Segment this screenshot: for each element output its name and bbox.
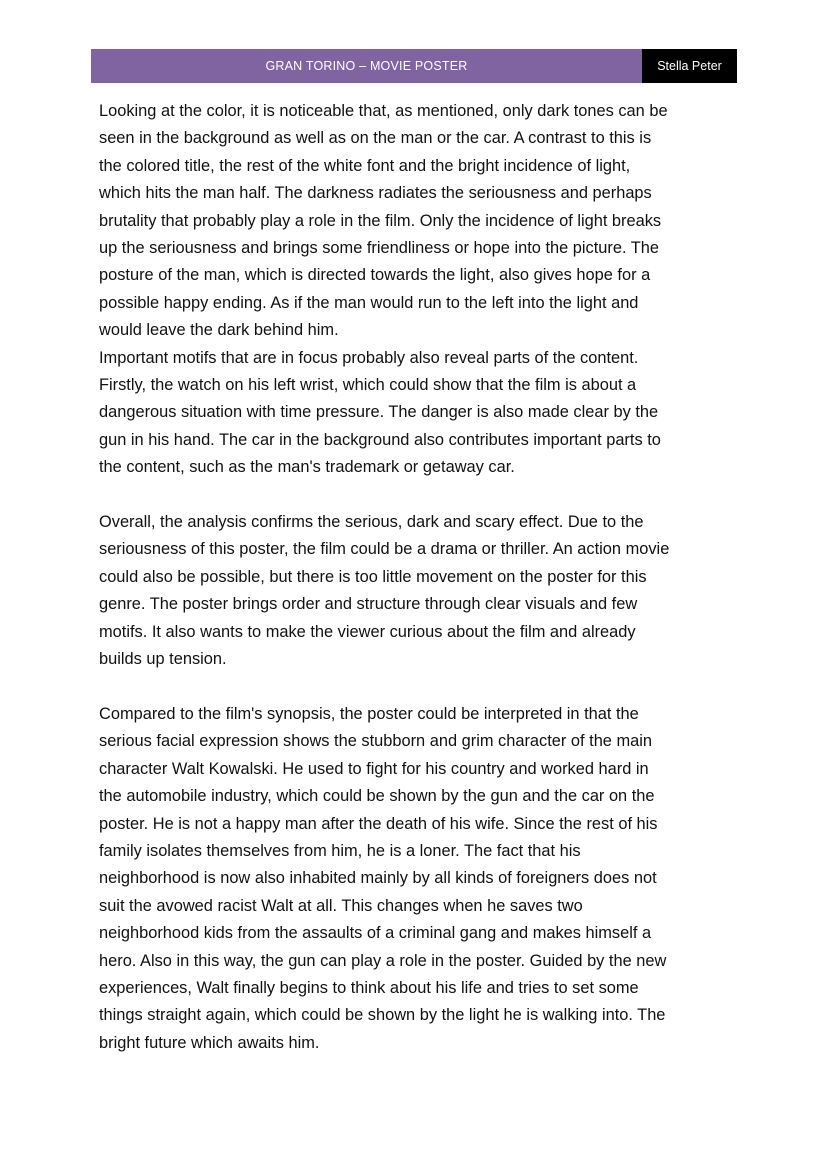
paragraph-spacer: [99, 482, 731, 509]
document-body: [99, 98, 731, 1057]
header-title: GRAN TORINO – MOVIE POSTER: [91, 49, 642, 83]
paragraph-spacer: [99, 674, 731, 701]
paragraph-motifs: Important motifs that are in focus probably also reveal parts of the content. Firstly, the watch on his left wrist, which could show that the film is about a dangerous situation with time pressure. The danger is also made clear by the gun in his hand. The car in the background also contributes important parts to the content, such as the man's trademark or getaway car.: [99, 348, 661, 477]
header-author: Stella Peter: [642, 49, 737, 83]
page-header: [91, 49, 737, 83]
paragraph-color-analysis: Looking at the color, it is noticeable that, as mentioned, only dark tones can be seen in the background as well as on the man or the car. A contrast to this is the colored title, the rest of the white font and the bright incidence of light, which hits the man half. The darkness radiates the seriousness and perhaps brutality that probably play a role in the film. Only the incidence of light breaks up the seriousness and brings some friendliness or hope into the picture. The posture of the man, which is directed towards the light, also gives hope for a possible happy ending. As if the man would run to the left into the light and would leave the dark behind him.: [99, 102, 668, 340]
paragraph-overall: Overall, the analysis confirms the serious, dark and scary effect. Due to the seriousness of this poster, the film could be a drama or thriller. An action movie could also be possible, but there is too little movement on the poster for this genre. The poster brings order and structure through clear visuals and few motifs. It also wants to make the viewer curious about the film and already builds up tension.: [99, 513, 670, 669]
paragraph-synopsis-comparison: Compared to the film's synopsis, the poster could be interpreted in that the serious facial expression shows the stubborn and grim character of the main character Walt Kowalski. He used to fight for his country and worked hard in the automobile industry, which could be shown by the gun and the car on the poster. He is not a happy man after the death of his wife. Since the rest of his family isolates themselves from him, he is a loner. The fact that his neighborhood is now also inhabited mainly by all kinds of foreigners does not suit the avowed racist Walt at all. This changes when he saves two neighborhood kids from the assaults of a criminal gang and makes himself a hero. Also in this way, the gun can play a role in the poster. Guided by the new experiences, Walt finally begins to think about his life and tries to set some things straight again, which could be shown by the light he is walking into. The bright future which awaits him.: [99, 704, 667, 1052]
